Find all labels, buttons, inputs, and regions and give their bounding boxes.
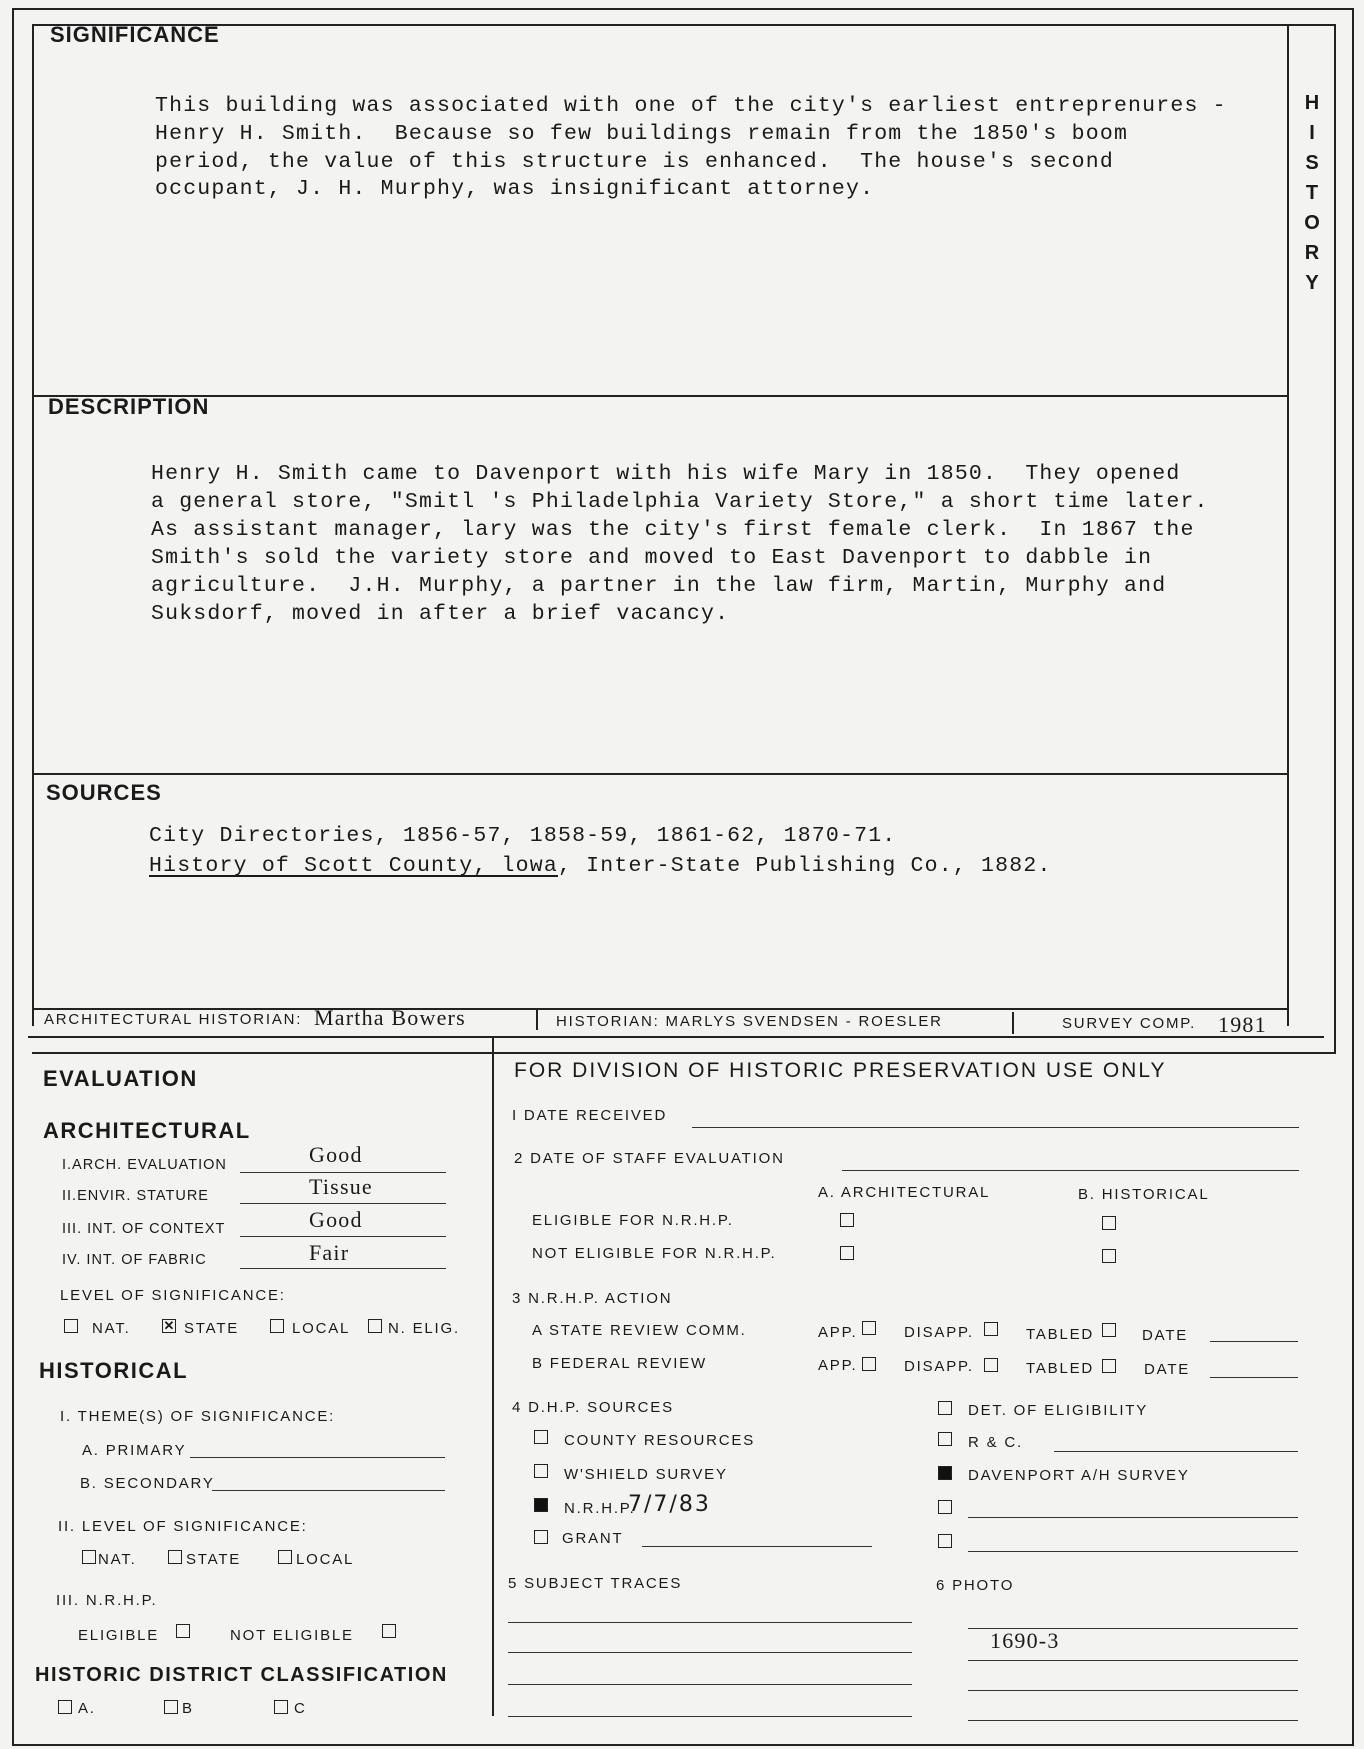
significance-line: This building was associated with one of the city's earliest entreprenures - — [155, 94, 1227, 118]
not-eligible-checkbox[interactable] — [382, 1624, 396, 1638]
state-date-label: DATE — [1142, 1327, 1189, 1344]
county-resources-checkbox[interactable] — [534, 1430, 548, 1444]
federal-app-checkbox[interactable] — [862, 1357, 876, 1371]
n-elig-label: N. ELIG. — [388, 1320, 460, 1337]
state-app-checkbox[interactable] — [862, 1321, 876, 1335]
level-of-significance-label: LEVEL OF SIGNIFICANCE: — [60, 1287, 286, 1304]
state-tabled-checkbox[interactable] — [1102, 1323, 1116, 1337]
state-disapp-label: DISAPP. — [904, 1324, 974, 1341]
significance-heading: SIGNIFICANCE — [50, 22, 220, 47]
subject-traces-line — [508, 1716, 912, 1717]
dhp-sources-label: 4 D.H.P. SOURCES — [512, 1399, 674, 1416]
arch-row-value: Good — [309, 1142, 363, 1167]
evaluation-divider — [492, 1036, 494, 1716]
federal-tabled-checkbox[interactable] — [1102, 1359, 1116, 1373]
davenport-survey-label: DAVENPORT A/H SURVEY — [968, 1467, 1190, 1484]
description-line: Smith's sold the variety store and moved to East Davenport to dabble in — [151, 546, 1153, 570]
district-b-checkbox[interactable] — [164, 1700, 178, 1714]
significance-line: occupant, J. H. Murphy, was insignificant attorney. — [155, 177, 875, 201]
state-checkbox[interactable] — [162, 1319, 176, 1333]
sources-heading: SOURCES — [46, 780, 162, 805]
nrhp-action-label: 3 N.R.H.P. ACTION — [512, 1290, 673, 1307]
history-side-tab — [1300, 92, 1324, 302]
blank-source-checkbox[interactable] — [938, 1500, 952, 1514]
federal-tabled-label: TABLED — [1026, 1360, 1095, 1377]
significance-line: period, the value of this structure is enhanced. The house's second — [155, 150, 1114, 174]
staff-eval-label: 2 DATE OF STAFF EVALUATION — [514, 1150, 785, 1167]
hist-nat-label: NAT. — [98, 1551, 137, 1568]
not-eligible-nrhp-label: NOT ELIGIBLE FOR N.R.H.P. — [532, 1245, 777, 1262]
grant-label: GRANT — [562, 1530, 624, 1547]
nat-label: NAT. — [92, 1320, 131, 1337]
credits-top-rule — [32, 1008, 1288, 1010]
rc-label: R & C. — [968, 1434, 1023, 1451]
publisher: , Inter-State Publishing Co., 1882. — [557, 854, 1052, 878]
eligible-checkbox[interactable] — [176, 1624, 190, 1638]
arch-row-line — [240, 1172, 446, 1173]
federal-review-label: B FEDERAL REVIEW — [532, 1355, 707, 1372]
arch-historian-label: ARCHITECTURAL HISTORIAN: — [44, 1011, 303, 1028]
hist-local-checkbox[interactable] — [278, 1550, 292, 1564]
county-resources-label: COUNTY RESOURCES — [564, 1432, 756, 1449]
arch-not-eligible-checkbox[interactable] — [840, 1246, 854, 1260]
federal-disapp-checkbox[interactable] — [984, 1358, 998, 1372]
state-app-label: APP. — [818, 1324, 858, 1341]
blank-source-checkbox-2[interactable] — [938, 1534, 952, 1548]
description-line: a general store, "Smitl 's Philadelphia Variety Store," a short time later. — [151, 490, 1209, 514]
state-date-line — [1210, 1341, 1298, 1342]
photo-line — [968, 1720, 1298, 1721]
primary-label: A. PRIMARY — [82, 1442, 187, 1459]
side-tab-divider — [1287, 24, 1289, 1026]
date-received-line — [692, 1127, 1299, 1128]
sources-line: City Directories, 1856-57, 1858-59, 1861-62, 1870-71. — [149, 824, 897, 848]
photo-line — [968, 1660, 1298, 1661]
main-area-left-border — [32, 24, 34, 1026]
photo-label: 6 PHOTO — [936, 1577, 1015, 1594]
federal-date-label: DATE — [1144, 1361, 1191, 1378]
architectural-heading: ARCHITECTURAL — [43, 1118, 251, 1143]
state-tabled-label: TABLED — [1026, 1326, 1095, 1343]
arch-row-line — [240, 1203, 446, 1204]
subject-traces-line — [508, 1652, 912, 1653]
nrhp-label: III. N.R.H.P. — [56, 1592, 158, 1609]
col-architectural: A. ARCHITECTURAL — [818, 1184, 991, 1201]
checked-mark-icon: ✕ — [163, 1318, 175, 1333]
blank-source-line — [968, 1517, 1298, 1518]
nrhp-source-date: 7/7/83 — [628, 1492, 711, 1517]
state-disapp-checkbox[interactable] — [984, 1322, 998, 1336]
state-label: STATE — [184, 1320, 240, 1337]
arch-row-value: Fair — [309, 1240, 350, 1265]
nrhp-source-checkbox[interactable] — [534, 1498, 548, 1512]
significance-line: Henry H. Smith. Because so few buildings remain from the 1850's boom — [155, 122, 1129, 146]
arch-row-label: II.ENVIR. STATURE — [62, 1188, 209, 1204]
historical-heading: HISTORICAL — [39, 1358, 189, 1383]
arch-row-value: Tissue — [309, 1174, 373, 1199]
photo-value: 1690-3 — [990, 1628, 1060, 1653]
rc-line — [1054, 1451, 1298, 1452]
credits-divider — [1012, 1012, 1014, 1034]
arch-historian-value: Martha Bowers — [314, 1005, 466, 1030]
description-line: Suksdorf, moved in after a brief vacancy. — [151, 602, 730, 626]
subject-traces-line — [508, 1622, 912, 1623]
not-eligible-label: NOT ELIGIBLE — [230, 1627, 354, 1644]
district-c-label: C — [294, 1700, 307, 1717]
secondary-label: B. SECONDARY — [80, 1475, 215, 1492]
hist-state-label: STATE — [186, 1551, 242, 1568]
survey-comp-label: SURVEY COMP. — [1062, 1015, 1197, 1032]
blank-source-line-2 — [968, 1551, 1298, 1552]
district-c-checkbox[interactable] — [274, 1700, 288, 1714]
grant-checkbox[interactable] — [534, 1530, 548, 1544]
district-heading: HISTORIC DISTRICT CLASSIFICATION — [35, 1664, 448, 1686]
survey-comp-value: 1981 — [1218, 1012, 1267, 1037]
federal-app-label: APP. — [818, 1357, 858, 1374]
district-a-label: A. — [78, 1700, 96, 1717]
federal-date-line — [1210, 1377, 1298, 1378]
arch-row-value: Good — [309, 1207, 363, 1232]
primary-line — [190, 1457, 445, 1458]
district-a-checkbox[interactable] — [58, 1700, 72, 1714]
hist-eligible-checkbox[interactable] — [1102, 1216, 1116, 1230]
arch-row-line — [240, 1268, 446, 1269]
evaluation-heading: EVALUATION — [43, 1066, 198, 1091]
photo-line — [968, 1690, 1298, 1691]
subject-traces-label: 5 SUBJECT TRACES — [508, 1575, 683, 1592]
hist-level-label: II. LEVEL OF SIGNIFICANCE: — [58, 1518, 308, 1535]
federal-disapp-label: DISAPP. — [904, 1358, 974, 1375]
grant-line — [642, 1546, 872, 1547]
local-checkbox[interactable] — [270, 1319, 284, 1333]
davenport-survey-checkbox[interactable] — [938, 1466, 952, 1480]
local-label: LOCAL — [292, 1320, 351, 1337]
historian-label: HISTORIAN: MARLYS SVENDSEN - ROESLER — [556, 1013, 943, 1030]
wshield-survey-checkbox[interactable] — [534, 1464, 548, 1478]
credits-bottom-rule — [28, 1036, 1324, 1038]
arch-row-line — [240, 1236, 446, 1237]
state-review-label: A STATE REVIEW COMM. — [532, 1322, 747, 1339]
sources-line — [149, 852, 1052, 880]
eligible-nrhp-label: ELIGIBLE FOR N.R.H.P. — [532, 1212, 734, 1229]
description-line: Henry H. Smith came to Davenport with his wife Mary in 1850. They opened — [151, 462, 1181, 486]
section-divider — [32, 395, 1288, 397]
theme-label: I. THEME(S) OF SIGNIFICANCE: — [60, 1408, 336, 1425]
description-heading: DESCRIPTION — [48, 394, 210, 419]
subject-traces-line — [508, 1684, 912, 1685]
book-title: History of Scott County, lowa — [149, 854, 558, 878]
wshield-survey-label: W'SHIELD SURVEY — [564, 1466, 728, 1483]
det-eligibility-label: DET. OF ELIGIBILITY — [968, 1402, 1149, 1419]
hist-state-checkbox[interactable] — [168, 1550, 182, 1564]
division-heading: FOR DIVISION OF HISTORIC PRESERVATION USE ONLY — [514, 1059, 1167, 1082]
nat-checkbox[interactable] — [64, 1319, 78, 1333]
date-received-label: I DATE RECEIVED — [512, 1107, 668, 1124]
det-eligibility-checkbox[interactable] — [938, 1401, 952, 1415]
arch-row-label: I.ARCH. EVALUATION — [62, 1157, 227, 1173]
side-tab-text: HISTORY — [1301, 92, 1323, 302]
eligible-label: ELIGIBLE — [78, 1627, 160, 1644]
section-divider — [32, 773, 1288, 775]
hist-local-label: LOCAL — [296, 1551, 355, 1568]
description-line: agriculture. J.H. Murphy, a partner in the law firm, Martin, Murphy and — [151, 574, 1167, 598]
staff-eval-line — [842, 1170, 1299, 1171]
rc-checkbox[interactable] — [938, 1432, 952, 1446]
district-b-label: B — [182, 1700, 194, 1717]
secondary-line — [212, 1490, 445, 1491]
hist-not-eligible-checkbox[interactable] — [1102, 1249, 1116, 1263]
arch-row-label: IV. INT. OF FABRIC — [62, 1252, 207, 1268]
arch-row-label: III. INT. OF CONTEXT — [62, 1221, 226, 1237]
col-historical: B. HISTORICAL — [1078, 1186, 1210, 1203]
description-line: As assistant manager, lary was the city's first female clerk. In 1867 the — [151, 518, 1195, 542]
credits-divider — [536, 1010, 538, 1030]
nrhp-source-label: N.R.H.P. — [564, 1500, 636, 1517]
hist-nat-checkbox[interactable] — [82, 1550, 96, 1564]
arch-eligible-checkbox[interactable] — [840, 1213, 854, 1227]
n-elig-checkbox[interactable] — [368, 1319, 382, 1333]
